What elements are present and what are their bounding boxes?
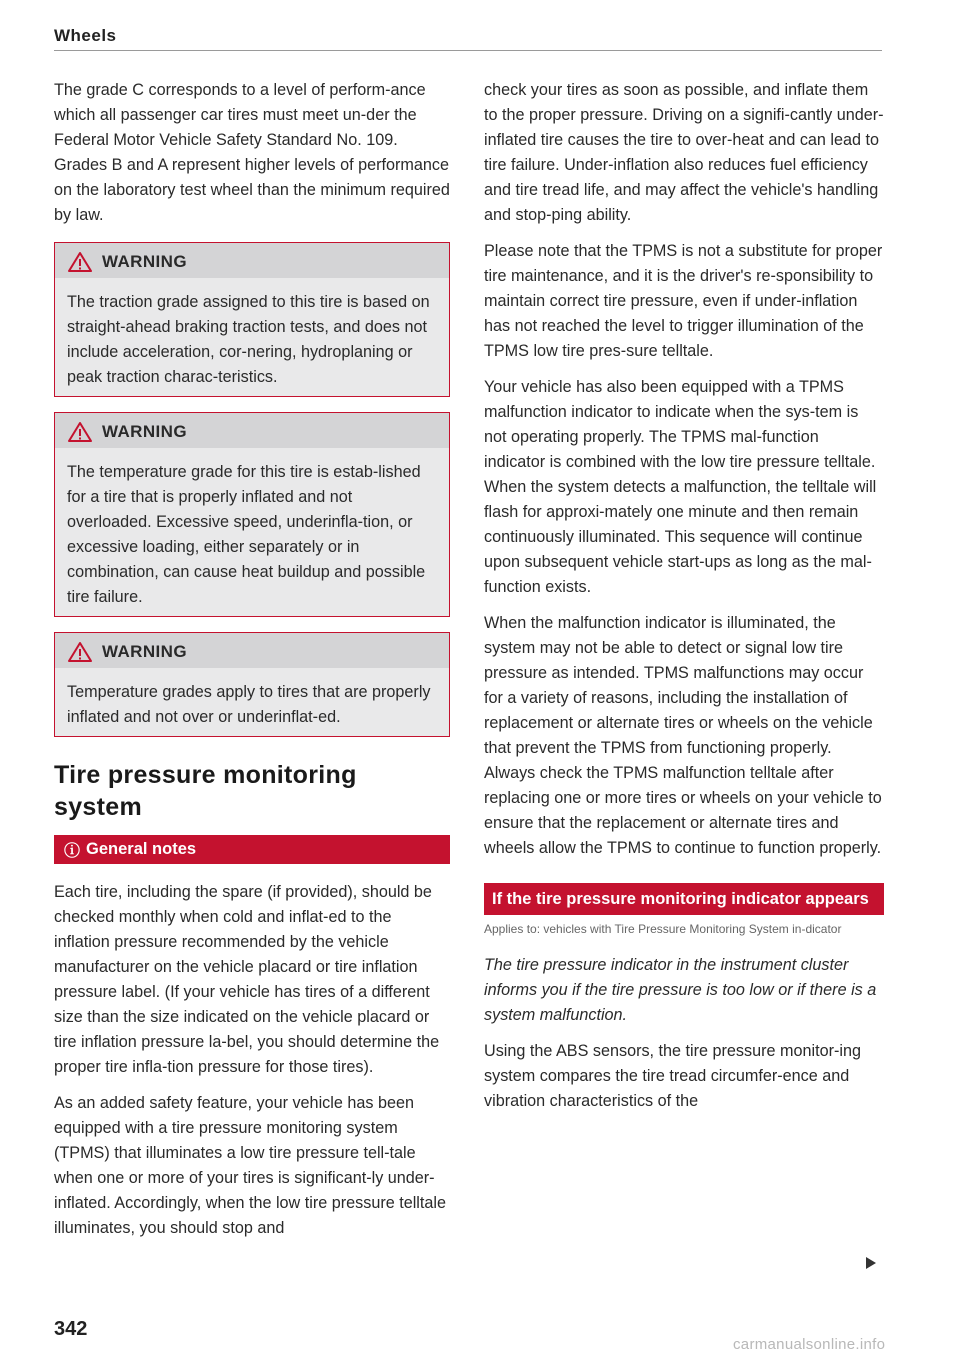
applies-to-note: Applies to: vehicles with Tire Pressure Monitoring System in-dicator xyxy=(484,922,842,936)
warning-triangle-icon xyxy=(67,251,93,273)
warning-title: WARNING xyxy=(102,642,187,661)
body-paragraph: Your vehicle has also been equipped with a TPMS malfunction indicator to indicate when the sys-tem is not operating properly. The TPMS mal-function indicator is combined with the low tire pressure telltale. When the system detects a malfunction, the telltale will flash for approxi-mately one minute and then remain continuously illuminated. This sequence will continue upon subsequent vehicle start-ups as long as the mal-function exists. xyxy=(484,378,877,596)
info-circle-icon: ⓘ xyxy=(64,843,81,860)
intro-paragraph: The grade C corresponds to a level of perform-ance which all passenger car tires must meet un-der the Federal Motor Vehicle Safety Standard No. 109. Grades B and A represent higher levels of performance on the laboratory test wheel than the minimum required by law. xyxy=(54,81,450,224)
warning-text: The temperature grade for this tire is estab-lished for a tire that is properly inflated and not overloaded. Excessive speed, underinfla-tion, or excessive loading, either separately or in combination, can cause heat buildup and possible tire failure. xyxy=(55,454,449,616)
body-paragraph: Each tire, including the spare (if provided), should be checked monthly when cold and inflat-ed to the inflation pressure recommended by the vehicle manufacturer on the vehicle placard or tire inflation pressure label. (If your vehicle has tires of a different size than the size indicated on the vehicle placard or tire inflation pressure la-bel, you should determine the proper tire infla-tion pressure for those tires). xyxy=(54,883,440,1076)
body-paragraph: When the malfunction indicator is illuminated, the system may not be able to detect or signal low tire pressure as intended. TPMS malfunctions may occur for a variety of reasons, including the installation of replacement or alternate tires or wheels on the vehicle that prevent the TPMS from functioning properly. Always check the TPMS malfunction telltale after replacing one or more tires or wheels on your vehicle to ensure that the replacement or alternate tires and wheels allow the TPMS to continue to function properly. xyxy=(484,614,882,857)
warning-text: The traction grade assigned to this tire is based on straight-ahead braking traction tests, and does not include acceleration, cor-nering, hydroplaning or peak traction charac-teristics. xyxy=(55,284,449,396)
subsection-title: If the tire pressure monitoring indicator appears xyxy=(484,883,884,915)
general-notes-label: General notes xyxy=(86,840,197,858)
left-column xyxy=(54,78,450,1252)
italic-intro: The tire pressure indicator in the instrument cluster informs you if the tire pressure is too low or if there is a system malfunction. xyxy=(484,956,877,1024)
chapter-title: Wheels xyxy=(54,26,117,45)
warning-triangle-icon xyxy=(67,641,93,663)
body-paragraph: As an added safety feature, your vehicle has been equipped with a tire pressure monitoring system (TPMS) that illuminates a low tire pressure tell-tale when one or more of your tires is significant-ly under-inflated. Accordingly, when the low tire pressure telltale illuminates, you should stop and xyxy=(54,1094,446,1237)
warning-title: WARNING xyxy=(102,252,187,271)
play-triangle-icon xyxy=(865,1257,877,1269)
warning-title: WARNING xyxy=(102,422,187,441)
page-header xyxy=(54,26,882,46)
warning-box-inflation xyxy=(54,632,450,737)
right-column xyxy=(484,78,884,1125)
header-divider xyxy=(54,50,882,51)
watermark-text: carmanualsonline.info xyxy=(733,1336,886,1353)
warning-text: Temperature grades apply to tires that are properly inflated and not over or underinflat-ed. xyxy=(55,674,449,736)
body-paragraph: check your tires as soon as possible, and inflate them to the proper pressure. Driving on a signifi-cantly under-inflated tire causes the tire to over-heat and can lead to tire failure. Under-inflation also reduces fuel efficiency and tire tread life, and may affect the vehicle's handling and stop-ping ability. xyxy=(484,81,884,224)
general-notes-bar xyxy=(54,835,450,864)
section-title: Tire pressure monitoring system xyxy=(54,761,357,821)
warning-triangle-icon xyxy=(67,421,93,443)
warning-box-temperature xyxy=(54,412,450,617)
warning-box-traction xyxy=(54,242,450,397)
page-number: 342 xyxy=(54,1318,88,1340)
body-paragraph: Please note that the TPMS is not a substitute for proper tire maintenance, and it is the driver's re-sponsibility to maintain correct tire pressure, even if under-inflation has not reached the level to trigger illumination of the TPMS low tire pres-sure telltale. xyxy=(484,242,883,360)
body-paragraph: Using the ABS sensors, the tire pressure monitor-ing system compares the tire tread circumfer-ence and vibration characteristics of the xyxy=(484,1042,861,1110)
